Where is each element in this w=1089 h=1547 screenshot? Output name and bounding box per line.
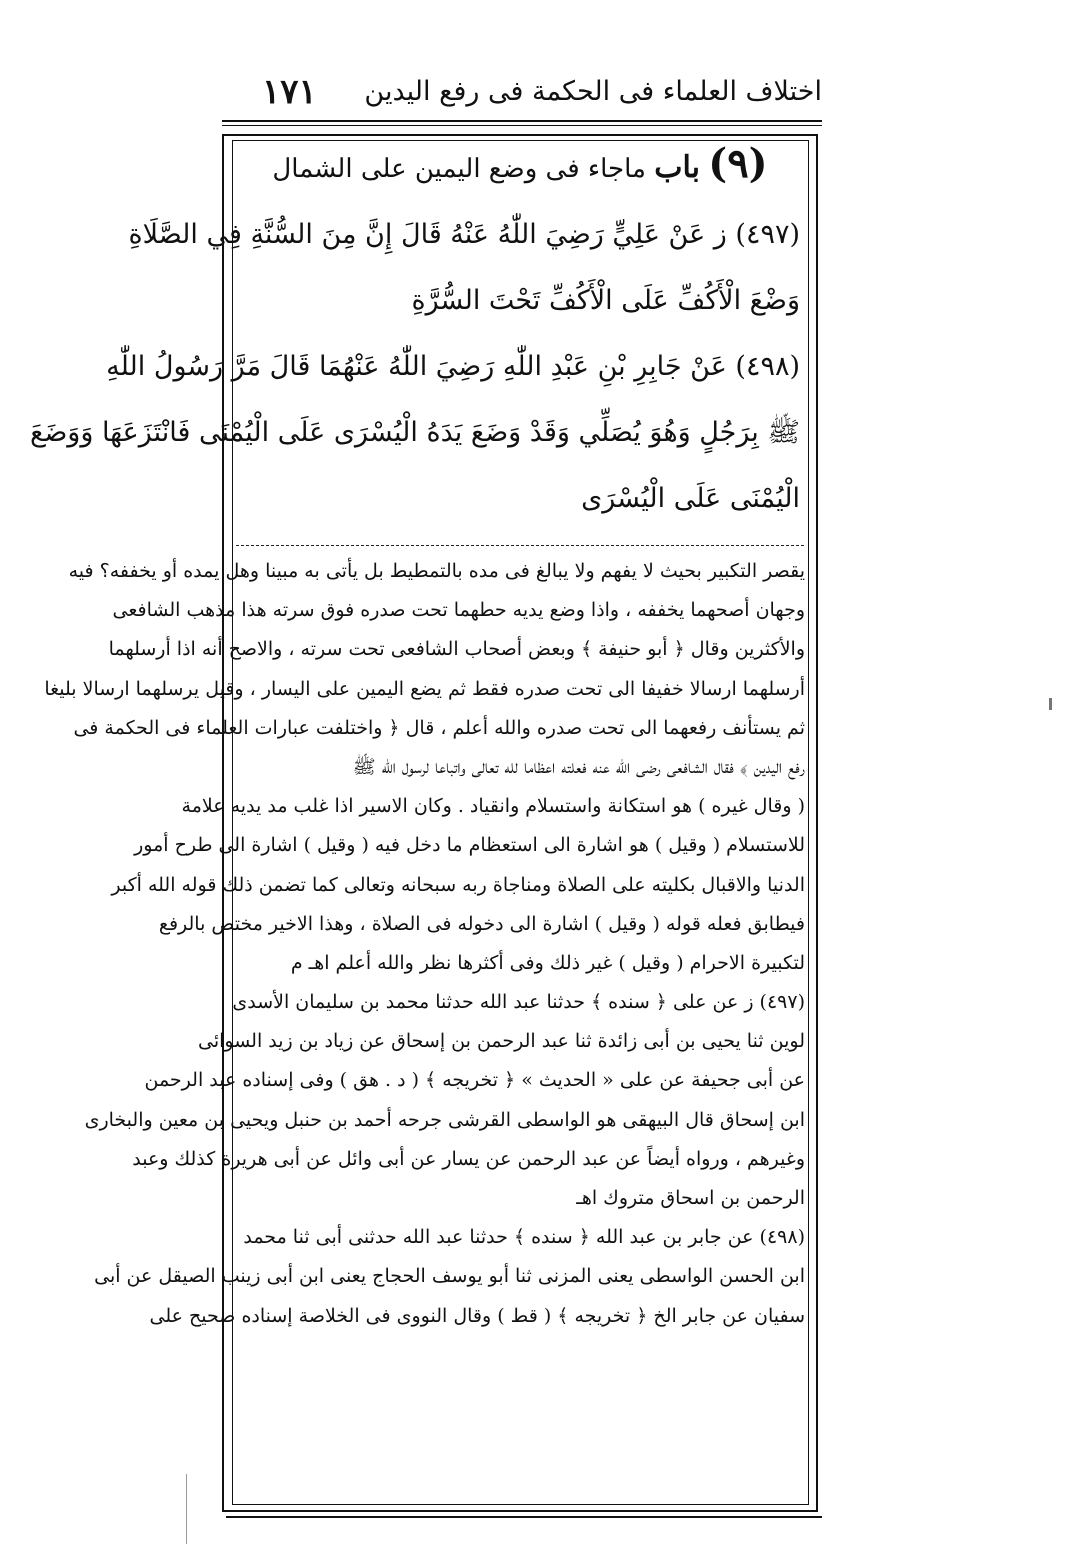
commentary-line: والأكثرين وقال ﴿ أبو حنيفة ﴾ وبعض أصحاب الشافعى تحت سرته ، والاصح أنه اذا أرسلهما [108, 638, 805, 661]
commentary-line: أرسلهما ارسالا خفيفا الى تحت صدره فقط ثم يضع اليمين على اليسار ، وقيل يرسلهما ارسالا بليغا [44, 677, 805, 700]
commentary-line: ثم يستأنف رفعهما الى تحت صدره والله أعلم ، قال ﴿ واختلفت عبارات العلماء فى الحكمة فى [73, 716, 805, 739]
commentary-line: الرحمن بن اسحاق متروك اهـ [576, 1187, 805, 1209]
header-rule-thin [222, 125, 822, 126]
footer-rule [226, 1516, 822, 1518]
running-title: اختلاف العلماء فى الحكمة فى رفع اليدين [364, 76, 822, 107]
hadith-text [30, 202, 800, 532]
commentary-line: ابن إسحاق قال البيهقى هو الواسطى القرشى جرحه أحمد بن حنبل ويحيى بن معين والبخارى [84, 1108, 805, 1131]
commentary-line: لوين ثنا يحيى بن أبى زائدة ثنا عبد الرحمن بن إسحاق عن زياد بن زيد السوائى [198, 1030, 805, 1053]
commentary-line: ابن الحسن الواسطى يعنى المزنى ثنا أبو يوسف الحجاج يعنى ابن أبى زينب الصيقل عن أبى [94, 1265, 805, 1288]
commentary-line: عن أبى جحيفة عن على « الحديث » ﴿ تخريجه ﴾ ( د . هق ) وفى إسناده عبد الرحمن [144, 1069, 805, 1092]
running-header [222, 72, 822, 116]
hadith-line: (٤٩٧) ز عَنْ عَلِيٍّ رَضِيَ اللّٰهُ عَنْهُ قَالَ إِنَّ مِنَ السُّنَّةِ فِي الصَّلَاةِ [128, 219, 800, 250]
commentary-line: وجهان أصحهما يخففه ، واذا وضع يديه حطهما تحت صدره فوق سرته هذا مذهب الشافعى [112, 599, 805, 622]
hadith-line: الْيُمْنَى عَلَى الْيُسْرَى [581, 483, 800, 514]
commentary-line: (٤٩٧) ز عن على ﴿ سنده ﴾ حدثنا عبد الله حدثنا محمد بن سليمان الأسدى [232, 991, 805, 1014]
section-divider [236, 545, 804, 546]
commentary-line: الدنيا والاقبال بكليته على الصلاة ومناجاة ربه سبحانه وتعالى كما تضمن ذلك قوله الله أكبر [111, 873, 805, 896]
commentary-line: (٤٩٨) عن جابر بن عبد الله ﴿ سنده ﴾ حدثنا عبد الله حدثنى أبى ثنا محمد [243, 1226, 805, 1249]
chapter-bab: باب [654, 150, 700, 185]
chapter-number: (٩) [708, 140, 768, 187]
margin-rule [186, 1474, 187, 1544]
hadith-line: (٤٩٨) عَنْ جَابِرِ بْنِ عَبْدِ اللّٰهِ رَضِيَ اللّٰهُ عَنْهُمَا قَالَ مَرَّ رَسُولُ اللّٰهِ [106, 351, 800, 382]
hadith-line: ﷺ بِرَجُلٍ وَهُوَ يُصَلِّي وَقَدْ وَضَعَ يَدَهُ الْيُسْرَى عَلَى الْيُمْنَى فَانْتَزَعَهَا وَوَضَعَ [30, 417, 800, 448]
commentary-line: ( وقال غيره ) هو استكانة واستسلام وانقياد . وكان الاسير اذا غلب مد يديه علامة [181, 795, 805, 818]
hadith-line: وَضْعَ الْأَكُفِّ عَلَى الْأَكُفِّ تَحْتَ السُّرَّةِ [411, 285, 800, 316]
commentary-line: فيطابق فعله قوله ( وقيل ) اشارة الى دخوله فى الصلاة ، وهذا الاخير مختص بالرفع [158, 912, 805, 935]
commentary-line: رفع اليدين ﴾ فقال الشافعى رضى الله عنه فعلته اعظاما لله تعالى واتباعا لرسول الله ﷺ [352, 755, 805, 778]
page-number: ١٧١ [262, 72, 317, 112]
chapter-heading: ماجاء فى وضع اليمين على الشمال [272, 154, 646, 184]
commentary-line: للاستسلام ( وقيل ) هو اشارة الى استعظام ما دخل فيه ( وقيل ) اشارة الى طرح أمور [134, 834, 805, 857]
commentary-line: لتكبيرة الاحرام ( وقيل ) غير ذلك وفى أكثرها نظر والله أعلم اهـ م [290, 951, 805, 974]
commentary-line: يقصر التكبير بحيث لا يفهم ولا يبالغ فى مده بالتمطيط بل يأتى به مبينا وهل يمده أو يخففه؟ فيه [68, 560, 805, 582]
commentary-line: وغيرهم ، ورواه أيضاً عن عبد الرحمن عن يسار عن أبى وائل عن أبى هريرة كذلك وعبد [132, 1147, 805, 1170]
commentary-text [44, 552, 805, 1336]
header-rule [222, 120, 822, 122]
chapter-title [236, 140, 804, 187]
margin-mark [1049, 698, 1052, 710]
commentary-line: سفيان عن جابر الخ ﴿ تخريجه ﴾ ( قط ) وقال النووى فى الخلاصة إسناده صحيح على [149, 1304, 805, 1327]
